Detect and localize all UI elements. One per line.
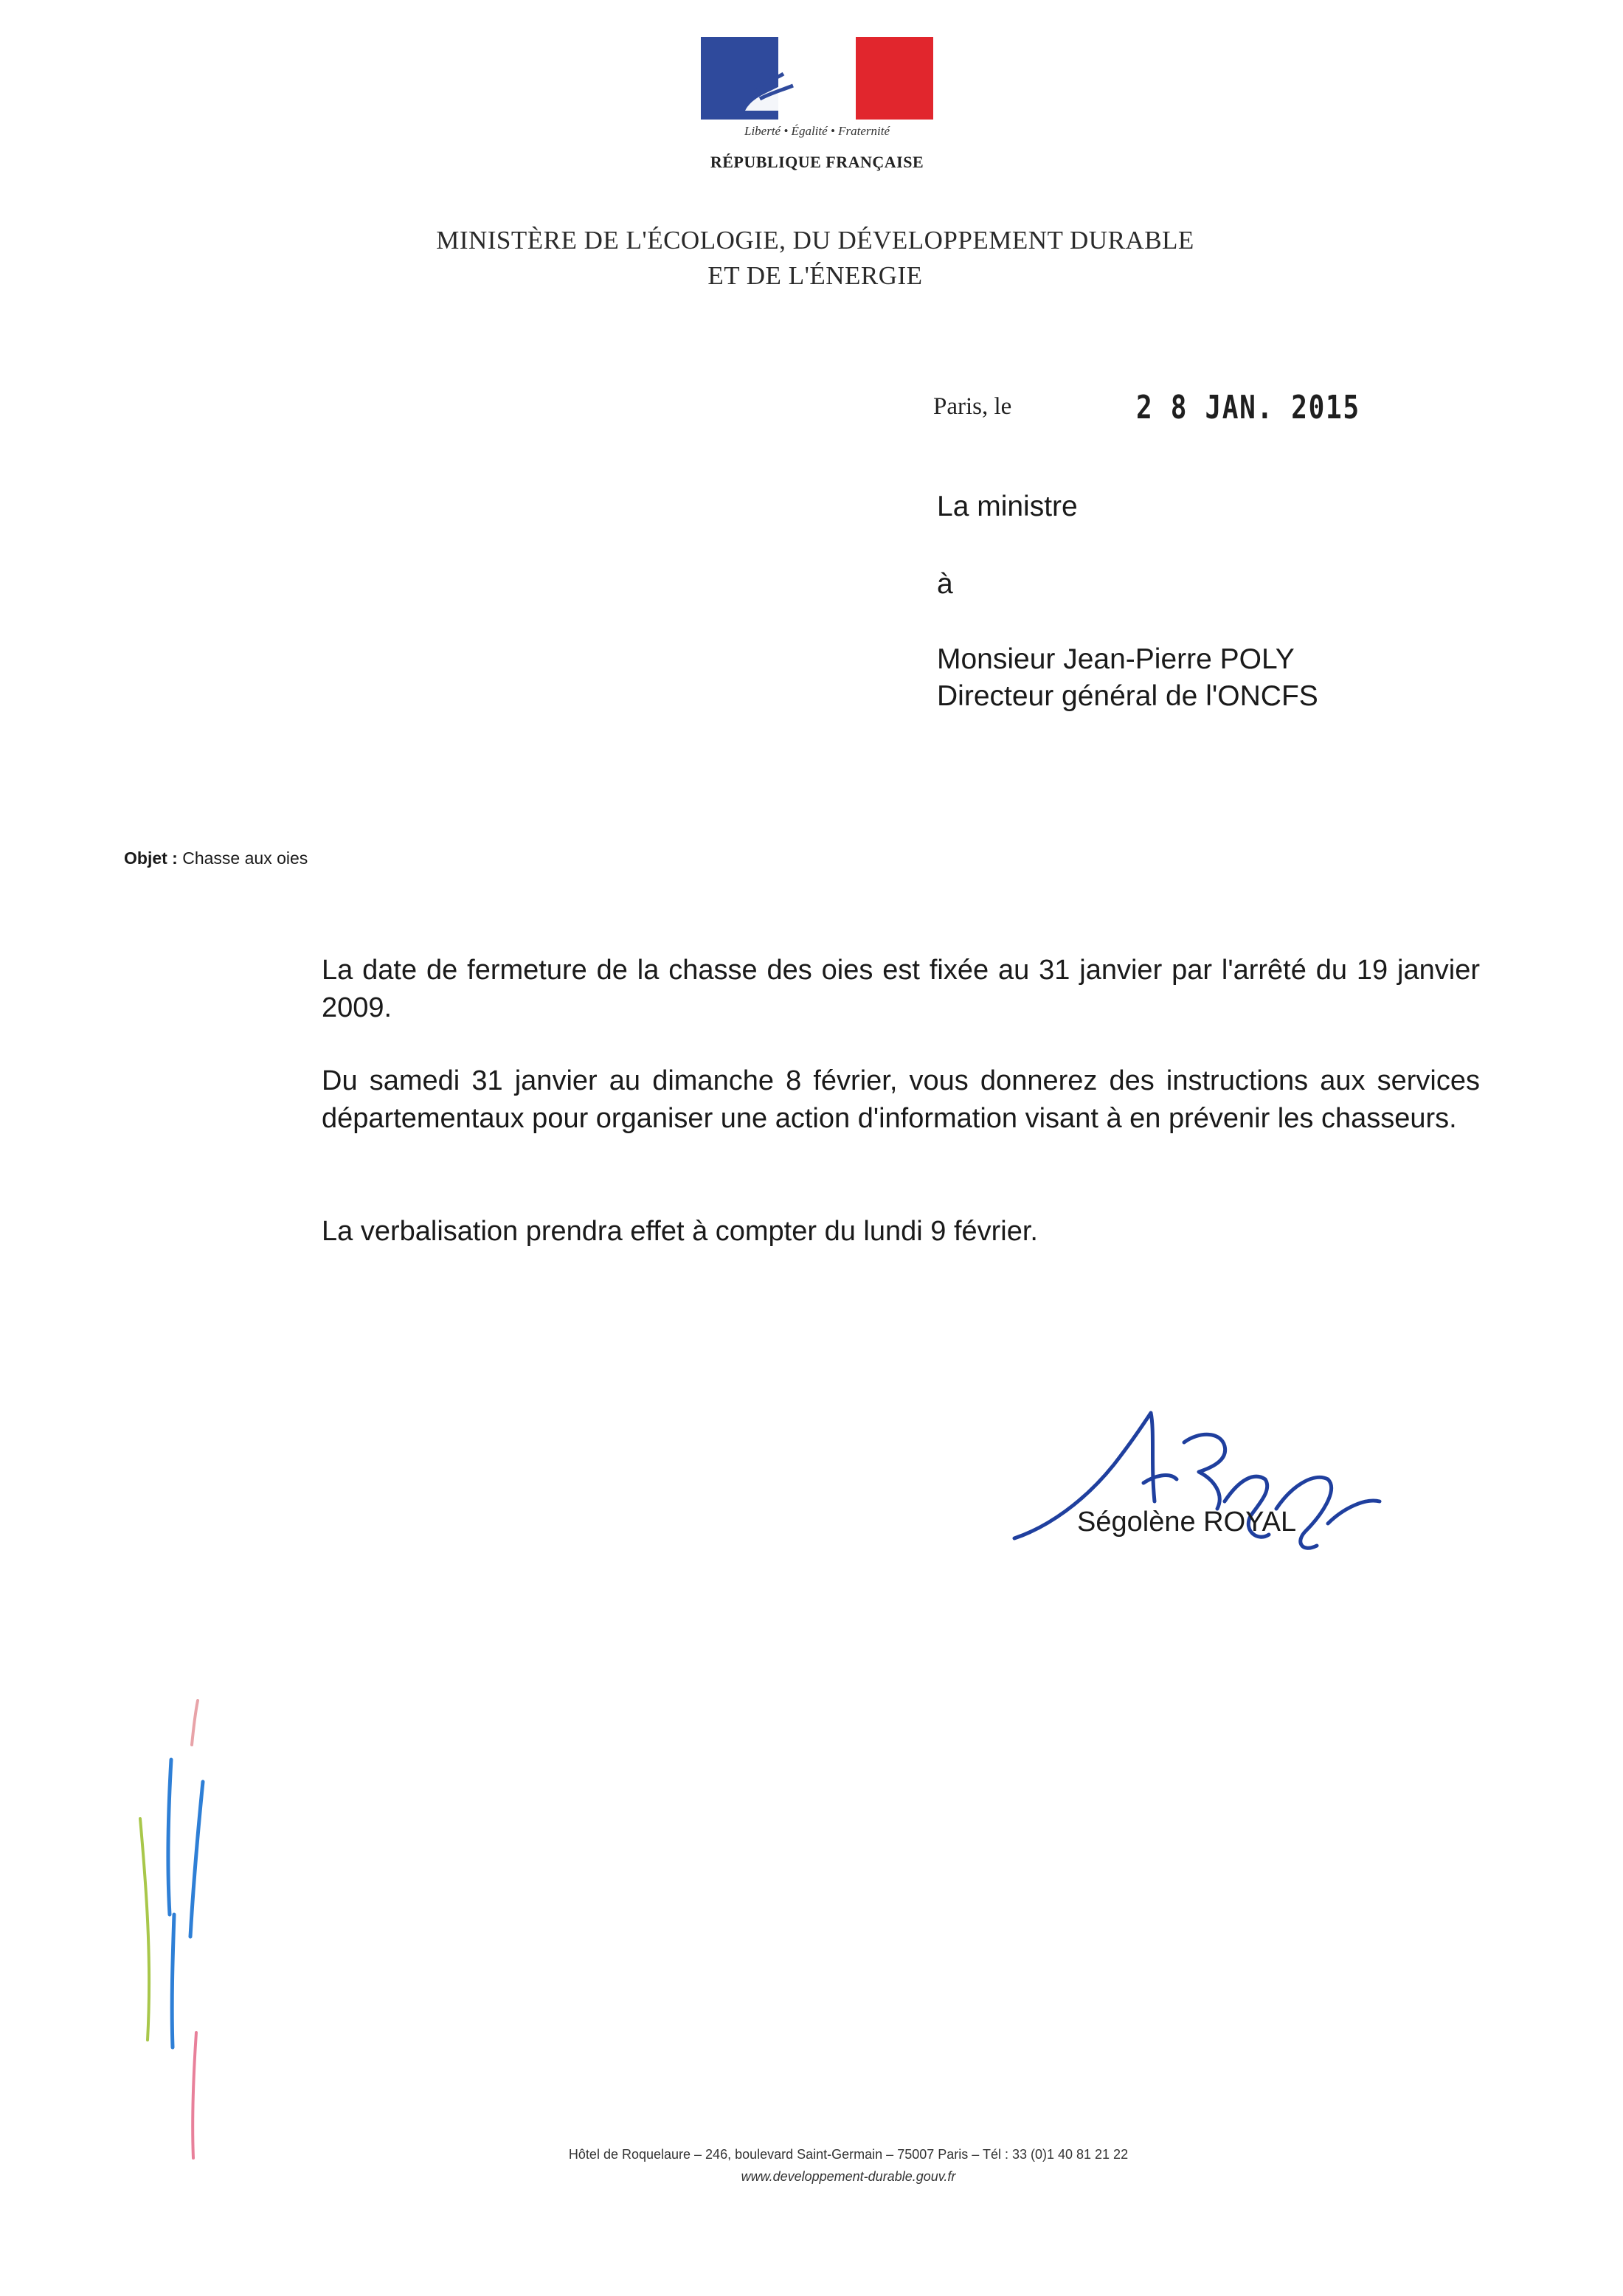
object-line xyxy=(124,848,308,868)
sender-line: La ministre xyxy=(937,491,1078,522)
recipient-title: Directeur général de l'ONCFS xyxy=(937,680,1318,712)
date-stamp: 2 8 JAN. 2015 xyxy=(1136,389,1360,426)
ministry-name xyxy=(295,223,1335,294)
dateline-place: Paris, le xyxy=(933,393,1012,420)
object-text: Chasse aux oies xyxy=(182,848,308,868)
signatory-name: Ségolène ROYAL xyxy=(1077,1507,1297,1538)
footer-address: Hôtel de Roquelaure – 246, boulevard Saint-Germain – 75007 Paris – Tél : 33 (0)1 40 81 21 22 xyxy=(568,2147,1129,2162)
handwritten-signature-icon xyxy=(1003,1398,1387,1575)
object-label: Objet : xyxy=(124,848,178,868)
footer-website: www.developpement-durable.gouv.fr xyxy=(741,2169,956,2184)
marianne-flag-icon xyxy=(701,37,933,120)
to-line: à xyxy=(937,568,953,600)
ministry-line-2: ET DE L'ÉNERGIE xyxy=(707,261,923,290)
body-paragraph-3: La verbalisation prendra effet à compter du lundi 9 février. xyxy=(322,1216,1038,1247)
republique-francaise-label: RÉPUBLIQUE FRANÇAISE xyxy=(710,153,924,171)
recipient-name: Monsieur Jean-Pierre POLY xyxy=(937,643,1295,675)
body-paragraph-2: Du samedi 31 janvier au dimanche 8 février, vous donnerez des instructions aux services départementaux pour organiser une action d'information visant à en prévenir les chasseurs. xyxy=(322,1065,1480,1134)
body-paragraph-1: La date de fermeture de la chasse des oies est fixée au 31 janvier par l'arrêté du 19 janvier 2009. xyxy=(322,955,1480,1023)
ministry-line-1: MINISTÈRE DE L'ÉCOLOGIE, DU DÉVELOPPEMENT DURABLE xyxy=(436,226,1194,255)
ministry-decorative-lines-icon xyxy=(125,1693,214,2165)
republic-motto: Liberté • Égalité • Fraternité xyxy=(744,124,890,138)
